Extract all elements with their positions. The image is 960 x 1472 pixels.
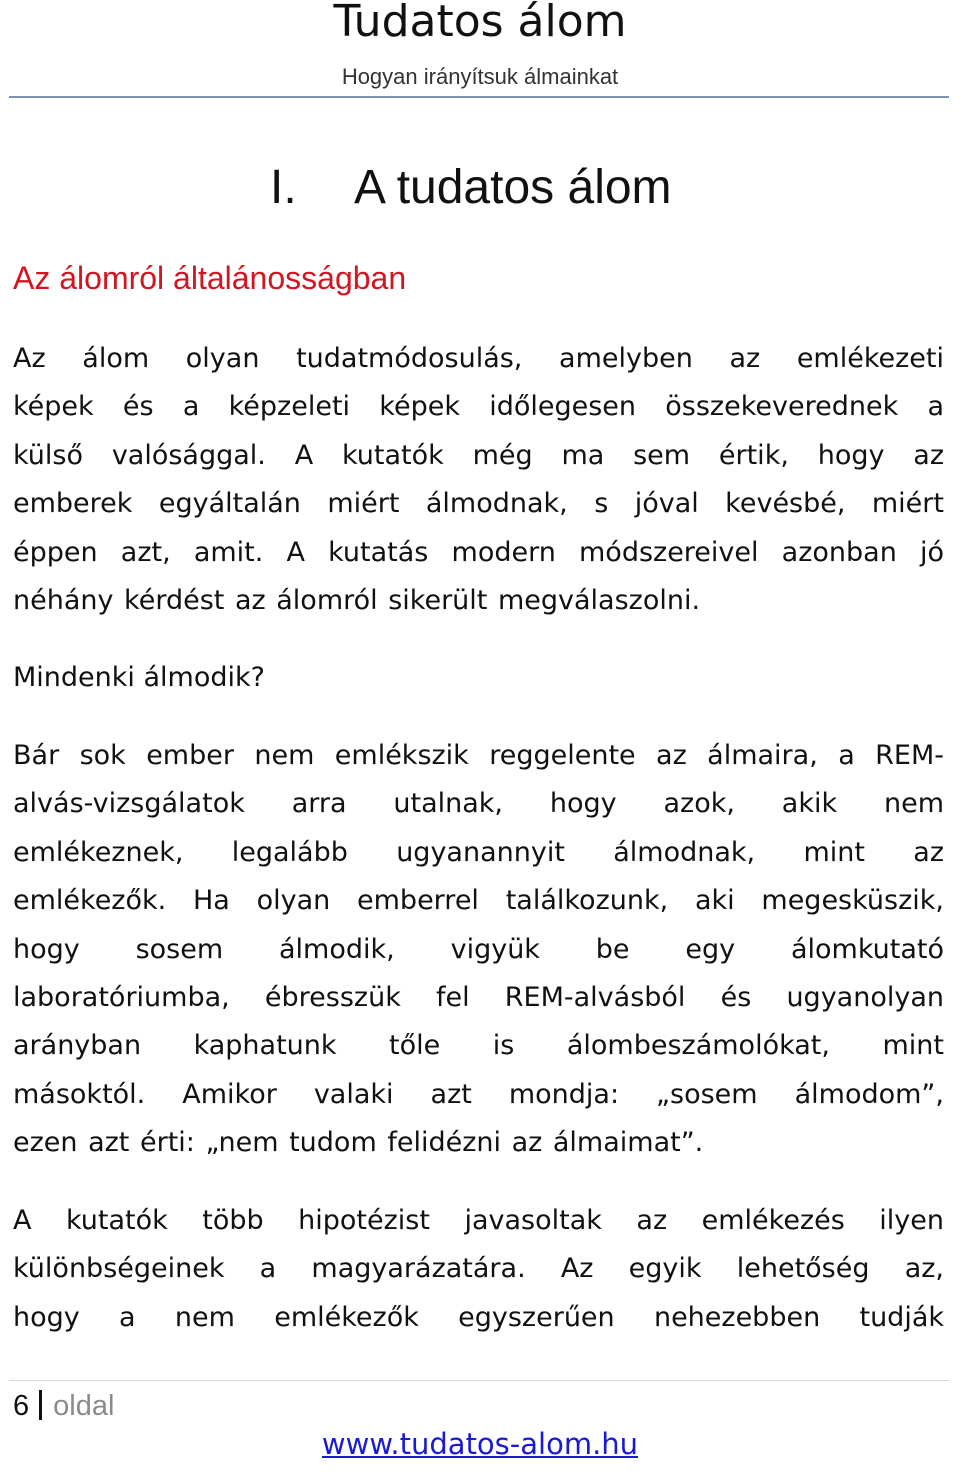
chapter-title: A tudatos álom xyxy=(354,161,672,214)
chapter-heading xyxy=(270,158,672,218)
paragraph-line: A kutatók több hipotézist javasoltak az emlékezés ilyen xyxy=(13,1205,944,1236)
paragraph-intro xyxy=(13,335,944,625)
paragraph-line: különbségeinek a magyarázatára. Az egyik lehetőség az, xyxy=(13,1253,944,1285)
paragraph-rem xyxy=(13,732,944,1168)
paragraph-hypotheses xyxy=(13,1197,944,1342)
paragraph-line: éppen azt, amit. A kutatás modern módszereivel azonban jó xyxy=(13,536,944,568)
subheading-question: Mindenki álmodik? xyxy=(13,662,265,693)
paragraph-line: emberek egyáltalán miért álmodnak, s jóval kevésbé, miért xyxy=(13,488,944,520)
website-footer xyxy=(0,1424,960,1464)
document-subtitle: Hogyan irányítsuk álmainkat xyxy=(341,64,619,89)
website-link[interactable]: www.tudatos-alom.hu xyxy=(321,1427,639,1461)
paragraph-line: néhány kérdést az álomról sikerült megválaszolni. xyxy=(13,584,701,616)
paragraph-line: emlékeznek, legalább ugyanannyit álmodnak, mint az xyxy=(13,836,944,868)
paragraph-line: arányban kaphatunk tőle is álombeszámolókat, mint xyxy=(13,1030,944,1062)
chapter-number: I. xyxy=(270,161,297,214)
paragraph-line: Bár sok ember nem emlékszik reggelente az álmaira, a REM- xyxy=(13,740,944,771)
paragraph-line: hogy a nem emlékezők egyszerűen nehezebben tudják xyxy=(13,1301,944,1333)
page-label: oldal xyxy=(53,1390,115,1422)
paragraph-line: emlékezők. Ha olyan emberrel találkozunk, aki megesküszik, xyxy=(13,885,944,917)
header-divider xyxy=(9,96,949,98)
footer-divider xyxy=(9,1380,949,1381)
page-separator xyxy=(39,1390,42,1420)
page-number xyxy=(13,1386,114,1426)
paragraph-line: Az álom olyan tudatmódosulás, amelyben az emlékezeti xyxy=(13,343,944,374)
document-title: Tudatos álom xyxy=(333,0,627,47)
paragraph-line: laboratóriumba, ébresszük fel REM-alvásból és ugyanolyan xyxy=(13,981,944,1013)
paragraph-line: hogy sosem álmodik, vigyük be egy álomkutató xyxy=(13,933,944,965)
paragraph-line: képek és a képzeleti képek időlegesen összekeverednek a xyxy=(13,391,944,423)
section-heading: Az álomról általánosságban xyxy=(13,260,407,296)
paragraph-line: ezen azt érti: „nem tudom felidézni az álmaimat”. xyxy=(13,1127,704,1159)
paragraph-line: külső valósággal. A kutatók még ma sem értik, hogy az xyxy=(13,439,944,471)
paragraph-line: másoktól. Amikor valaki azt mondja: „sosem álmodom”, xyxy=(13,1078,944,1110)
page-number-value: 6 xyxy=(13,1390,30,1422)
paragraph-line: alvás-vizsgálatok arra utalnak, hogy azok, akik nem xyxy=(13,788,944,820)
